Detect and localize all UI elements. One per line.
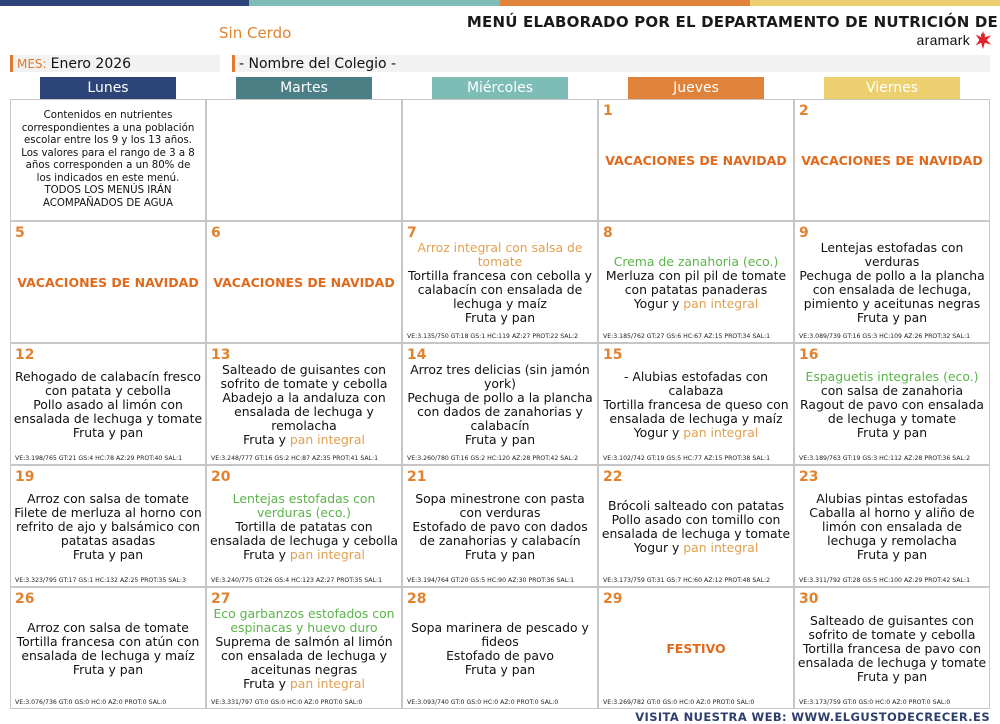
menu-content xyxy=(209,360,399,450)
day-cell xyxy=(402,99,598,221)
day-number: 29 xyxy=(603,591,623,607)
menu-dish xyxy=(73,663,143,677)
dish-text: Lentejas estofadas con verduras xyxy=(820,240,964,269)
dish-text: Merluza con pil pil de tomate con patatas panaderas xyxy=(605,268,787,297)
dish-text: Arroz con salsa de tomate xyxy=(27,620,189,635)
day-number: 7 xyxy=(407,225,417,241)
nutrition-values: VE:3.173/759 GT:31 GS:7 HC:60 AZ:12 PROT:48 SAL:2 xyxy=(603,577,771,584)
dish-text: Pollo asado al limón con ensalada de lechuga y tomate xyxy=(13,397,203,426)
menu-dish xyxy=(13,370,203,398)
school-name: - Nombre del Colegio - xyxy=(239,55,397,72)
menu-dish xyxy=(465,311,535,325)
day-cell xyxy=(10,221,206,343)
menu-dish xyxy=(797,642,987,670)
day-number: 23 xyxy=(799,469,819,485)
menu-dish xyxy=(857,426,927,440)
menu-content xyxy=(797,360,987,450)
nutrition-values: VE:3.089/739 GT:16 GS:3 HC:109 AZ:26 PROT:32 SAL:1 xyxy=(799,333,971,340)
dish-text: Yogur y xyxy=(633,540,684,555)
day-cell xyxy=(10,99,206,221)
wholegrain-text: pan integral xyxy=(683,425,759,440)
dish-text: Tortilla francesa con cebolla y calabacín con ensalada de lechuga y maíz xyxy=(408,268,592,311)
day-number: 19 xyxy=(15,469,35,485)
nutrition-values: VE:3.189/763 GT:19 GS:3 HC:112 AZ:28 PROT:36 SAL:2 xyxy=(799,455,971,462)
menu-dish xyxy=(209,520,399,548)
menu-dish xyxy=(405,241,595,269)
nutrition-values: VE:3.260/780 GT:16 GS:2 HC:120 AZ:28 PROT:42 SAL:2 xyxy=(407,455,579,462)
menu-content xyxy=(797,604,987,694)
dish-text: Fruta y pan xyxy=(464,310,536,325)
month-value: Enero 2026 xyxy=(50,55,132,72)
dish-text: Ragout de pavo con ensalada de lechuga y tomate xyxy=(800,397,984,426)
day-number: 14 xyxy=(407,347,427,363)
bar-segment-blue xyxy=(0,0,249,6)
menu-content xyxy=(13,360,203,450)
dish-text: Sopa minestrone con pasta con verduras xyxy=(415,491,585,520)
dish-text: Fruta y pan xyxy=(72,662,144,677)
day-cell xyxy=(206,343,402,465)
menu-dish xyxy=(13,635,203,663)
day-cell xyxy=(598,587,794,709)
menu-content xyxy=(405,604,595,694)
day-number: 2 xyxy=(799,103,809,119)
dish-text: Tortilla francesa con atún con ensalada de lechuga y maíz xyxy=(16,634,200,663)
menu-content xyxy=(13,482,203,572)
menu-content xyxy=(405,238,595,328)
menu-content xyxy=(601,238,791,328)
dish-text: Fruta y pan xyxy=(856,425,928,440)
brand-name: aramark xyxy=(916,32,970,48)
menu-dish xyxy=(73,426,143,440)
day-cell xyxy=(10,343,206,465)
eco-dish-text: Eco garbanzos estofados con espinacas y huevo duro xyxy=(213,606,395,635)
menu-content xyxy=(209,604,399,694)
day-cell xyxy=(402,587,598,709)
dish-text: Sopa marinera de pescado y fideos xyxy=(411,620,589,649)
holiday-label: VACACIONES DE NAVIDAD xyxy=(213,275,395,290)
wholegrain-text: pan integral xyxy=(683,540,759,555)
dish-text: Fruta y xyxy=(243,547,290,562)
dish-text: Fruta y pan xyxy=(464,662,536,677)
month-field xyxy=(10,55,220,72)
nutrition-values: VE:3.311/792 GT:28 GS:5 HC:100 AZ:29 PROT:42 SAL:1 xyxy=(799,577,971,584)
menu-dish xyxy=(209,635,399,677)
dish-text: Pechuga de pollo a la plancha con ensalada de lechuga, pimiento y aceitunas negras xyxy=(799,268,985,311)
menu-content xyxy=(601,482,791,572)
day-number: 26 xyxy=(15,591,35,607)
school-field xyxy=(232,55,990,72)
day-number: 28 xyxy=(407,591,427,607)
day-cell xyxy=(402,343,598,465)
menu-dish xyxy=(27,621,189,635)
day-cell xyxy=(10,587,206,709)
dayhead-lunes: Lunes xyxy=(40,77,176,99)
menu-dish xyxy=(816,492,967,506)
menu-dish xyxy=(465,433,535,447)
day-cell xyxy=(598,465,794,587)
menu-dish xyxy=(634,297,759,311)
nutrition-values: VE:3.269/782 GT:0 GS:0 HC:0 AZ:0 PROT:0 SAL:0 xyxy=(603,699,755,706)
day-number: 22 xyxy=(603,469,623,485)
day-number: 15 xyxy=(603,347,623,363)
day-cell xyxy=(598,221,794,343)
menu-dish xyxy=(601,269,791,297)
menu-dish xyxy=(13,506,203,548)
menu-content xyxy=(797,482,987,572)
day-cell xyxy=(794,99,990,221)
wholegrain-text: Arroz integral con salsa de tomate xyxy=(417,240,583,269)
page-title: MENÚ ELABORADO POR EL DEPARTAMENTO DE NUTRICIÓN DE xyxy=(466,13,998,31)
nutrition-values: VE:3.194/764 GT:20 GS:5 HC:90 AZ:30 PROT:36 SAL:1 xyxy=(407,577,575,584)
dish-text: Fruta y pan xyxy=(464,547,536,562)
dish-text: - Alubias estofadas con calabaza xyxy=(623,369,769,398)
menu-content xyxy=(797,116,987,206)
day-cell xyxy=(206,221,402,343)
dish-text: Fruta y pan xyxy=(856,669,928,684)
dish-text: Fruta y pan xyxy=(72,547,144,562)
bar-segment-orange xyxy=(500,0,750,6)
menu-dish xyxy=(797,614,987,642)
menu-dish xyxy=(465,548,535,562)
menu-dish xyxy=(601,398,791,426)
menu-dish xyxy=(405,492,595,520)
dish-text: Yogur y xyxy=(633,425,684,440)
eco-dish-text: Crema de zanahoria (eco.) xyxy=(613,254,779,269)
menu-content xyxy=(13,238,203,328)
nutrition-values: VE:3.185/762 GT:27 GS:6 HC:67 AZ:15 PROT:34 SAL:1 xyxy=(603,333,771,340)
menu-dish xyxy=(601,513,791,541)
menu-dish xyxy=(27,492,189,506)
dayhead-miercoles: Miércoles xyxy=(432,77,568,99)
dish-text: Estofado de pavo xyxy=(446,648,554,663)
holiday-label: FESTIVO xyxy=(666,641,726,656)
menu-dish xyxy=(634,541,759,555)
day-number: 1 xyxy=(603,103,613,119)
menu-content xyxy=(209,238,399,328)
dish-text: con salsa de zanahoria xyxy=(820,383,964,398)
dish-text: Fruta y xyxy=(243,432,290,447)
nutrition-values: VE:3.076/736 GT:0 GS:0 HC:0 AZ:0 PROT:0 SAL:0 xyxy=(15,699,167,706)
day-cell xyxy=(206,99,402,221)
menu-content xyxy=(405,360,595,450)
menu-dish xyxy=(797,506,987,548)
dish-text: Caballa al horno y aliño de limón con ensalada de lechuga y remolacha xyxy=(809,505,975,548)
bar-segment-yellow xyxy=(750,0,1000,6)
dayhead-jueves: Jueves xyxy=(628,77,764,99)
dish-text: Tortilla francesa de queso con ensalada de lechuga y maíz xyxy=(603,397,789,426)
nutrition-values: VE:3.323/795 GT:17 GS:1 HC:132 AZ:25 PROT:35 SAL:3 xyxy=(15,577,187,584)
dish-text: Estofado de pavo con dados de zanahorias y calabacín xyxy=(412,519,588,548)
aramark-star-icon xyxy=(972,29,994,51)
day-number: 30 xyxy=(799,591,819,607)
day-cell xyxy=(598,99,794,221)
day-cell xyxy=(794,343,990,465)
dish-text: Arroz tres delicias (sin jamón york) xyxy=(410,362,590,391)
dish-text: Salteado de guisantes con sofrito de tomate y cebolla xyxy=(220,362,388,391)
menu-dish xyxy=(797,241,987,269)
menu-dish xyxy=(243,677,365,691)
menu-dish xyxy=(465,663,535,677)
day-number: 8 xyxy=(603,225,613,241)
bar-segment-teal xyxy=(249,0,500,6)
dish-text: Suprema de salmón al limón con ensalada de lechuga y aceitunas negras xyxy=(215,634,393,677)
menu-dish xyxy=(243,433,365,447)
month-label: MES: xyxy=(17,56,47,71)
nutrition-values: VE:3.093/740 GT:0 GS:0 HC:0 AZ:0 PROT:0 SAL:0 xyxy=(407,699,559,706)
menu-content xyxy=(405,482,595,572)
menu-content xyxy=(601,116,791,206)
top-color-bar xyxy=(0,0,1000,6)
day-number: 27 xyxy=(211,591,231,607)
menu-dish xyxy=(797,269,987,311)
dish-text: Fruta y xyxy=(243,676,290,691)
dish-text: Fruta y pan xyxy=(856,547,928,562)
menu-dish xyxy=(73,548,143,562)
menu-dish xyxy=(857,670,927,684)
menu-dish xyxy=(797,370,987,398)
dish-text: Yogur y xyxy=(633,296,684,311)
day-number: 20 xyxy=(211,469,231,485)
menu-content xyxy=(405,116,595,206)
nutrition-values: VE:3.102/742 GT:19 GS:5 HC:77 AZ:15 PROT:38 SAL:1 xyxy=(603,455,771,462)
menu-content xyxy=(209,116,399,206)
day-number: 16 xyxy=(799,347,819,363)
dish-text: Fruta y pan xyxy=(72,425,144,440)
menu-dish xyxy=(209,363,399,391)
menu-dish xyxy=(209,492,399,520)
holiday-label: VACACIONES DE NAVIDAD xyxy=(801,153,983,168)
menu-dish xyxy=(243,548,365,562)
day-cell xyxy=(206,465,402,587)
wholegrain-text: pan integral xyxy=(683,296,759,311)
wholegrain-text: pan integral xyxy=(289,432,365,447)
dish-text: Fruta y pan xyxy=(464,432,536,447)
dish-text: Filete de merluza al horno con refrito de ajo y balsámico con patatas asadas xyxy=(14,505,202,548)
brand-logo xyxy=(917,29,994,51)
dish-text: Fruta y pan xyxy=(856,310,928,325)
holiday-label: VACACIONES DE NAVIDAD xyxy=(605,153,787,168)
day-cell xyxy=(598,343,794,465)
footer-website[interactable]: VISITA NUESTRA WEB: WWW.ELGUSTODECRECER.ES xyxy=(635,710,990,724)
menu-content xyxy=(601,604,791,694)
menu-content xyxy=(13,116,203,206)
menu-dish xyxy=(634,426,759,440)
wholegrain-text: pan integral xyxy=(289,676,365,691)
menu-content xyxy=(601,360,791,450)
menu-dish xyxy=(614,255,779,269)
menu-dish xyxy=(405,621,595,649)
day-cell xyxy=(10,465,206,587)
menu-dish xyxy=(857,311,927,325)
dayhead-viernes: Viernes xyxy=(824,77,960,99)
day-number: 13 xyxy=(211,347,231,363)
day-number: 6 xyxy=(211,225,221,241)
day-number: 21 xyxy=(407,469,427,485)
dish-text: Arroz con salsa de tomate xyxy=(27,491,189,506)
menu-dish xyxy=(405,391,595,433)
menu-dish xyxy=(601,370,791,398)
nutrition-values: VE:3.173/759 GT:0 GS:0 HC:0 AZ:0 PROT:0 SAL:0 xyxy=(799,699,951,706)
day-number: 12 xyxy=(15,347,35,363)
menu-dish xyxy=(405,269,595,311)
eco-dish-text: Espaguetis integrales (eco.) xyxy=(805,369,979,384)
day-cell xyxy=(794,587,990,709)
nutrition-values: VE:3.248/777 GT:16 GS:2 HC:87 AZ:35 PROT:41 SAL:1 xyxy=(211,455,379,462)
menu-dish xyxy=(13,398,203,426)
eco-dish-text: Lentejas estofadas con verduras (eco.) xyxy=(232,491,376,520)
menu-dish xyxy=(209,607,399,635)
nutrition-values: VE:3.240/775 GT:26 GS:4 HC:123 AZ:27 PROT:35 SAL:1 xyxy=(211,577,383,584)
nutrition-values: VE:3.198/765 GT:21 GS:4 HC:78 AZ:29 PROT:40 SAL:1 xyxy=(15,455,183,462)
dish-text: Tortilla de patatas con ensalada de lechuga y cebolla xyxy=(210,519,398,548)
dish-text: Tortilla francesa de pavo con ensalada de lechuga y tomate xyxy=(797,641,987,670)
day-cell xyxy=(402,221,598,343)
menu-dish xyxy=(446,649,554,663)
day-cell xyxy=(794,221,990,343)
dish-text: Abadejo a la andaluza con ensalada de lechuga y remolacha xyxy=(222,390,386,433)
day-number: 5 xyxy=(15,225,25,241)
dish-text: Alubias pintas estofadas xyxy=(816,491,968,506)
holiday-label: VACACIONES DE NAVIDAD xyxy=(17,275,199,290)
wholegrain-text: pan integral xyxy=(289,547,365,562)
menu-dish xyxy=(405,363,595,391)
dish-text: Salteado de guisantes con sofrito de tomate y cebolla xyxy=(808,613,976,642)
day-cell xyxy=(402,465,598,587)
dish-text: Rehogado de calabacín fresco con patata y cebolla xyxy=(15,369,201,398)
menu-dish xyxy=(797,398,987,426)
day-number: 9 xyxy=(799,225,809,241)
nutrition-info-note: Contenidos en nutrientes correspondientes a una población escolar entre los 9 y los 13 años. Los valores para el rango de 3 a 8 años corresponden a un 80% de los indicados en este menú. TODOS LOS MENÚS IRÁN ACOMPAÑADOS DE AGUA xyxy=(21,110,195,209)
nutrition-values: VE:3.135/750 GT:18 GS:1 HC:119 AZ:27 PROT:22 SAL:2 xyxy=(407,333,579,340)
menu-content xyxy=(797,238,987,328)
menu-dish xyxy=(857,548,927,562)
dish-text: Pollo asado con tomillo con ensalada de lechuga y tomate xyxy=(601,512,791,541)
day-cell xyxy=(794,465,990,587)
menu-dish xyxy=(209,391,399,433)
dayhead-martes: Martes xyxy=(236,77,372,99)
dish-text: Pechuga de pollo a la plancha con dados de zanahorias y calabacín xyxy=(407,390,593,433)
menu-dish xyxy=(405,520,595,548)
menu-dish xyxy=(608,499,784,513)
day-cell xyxy=(206,587,402,709)
menu-content xyxy=(13,604,203,694)
dish-text: Brócoli salteado con patatas xyxy=(607,498,785,513)
nutrition-values: VE:3.331/797 GT:0 GS:0 HC:0 AZ:0 PROT:0 SAL:0 xyxy=(211,699,363,706)
menu-content xyxy=(209,482,399,572)
diet-label: Sin Cerdo xyxy=(219,24,292,42)
